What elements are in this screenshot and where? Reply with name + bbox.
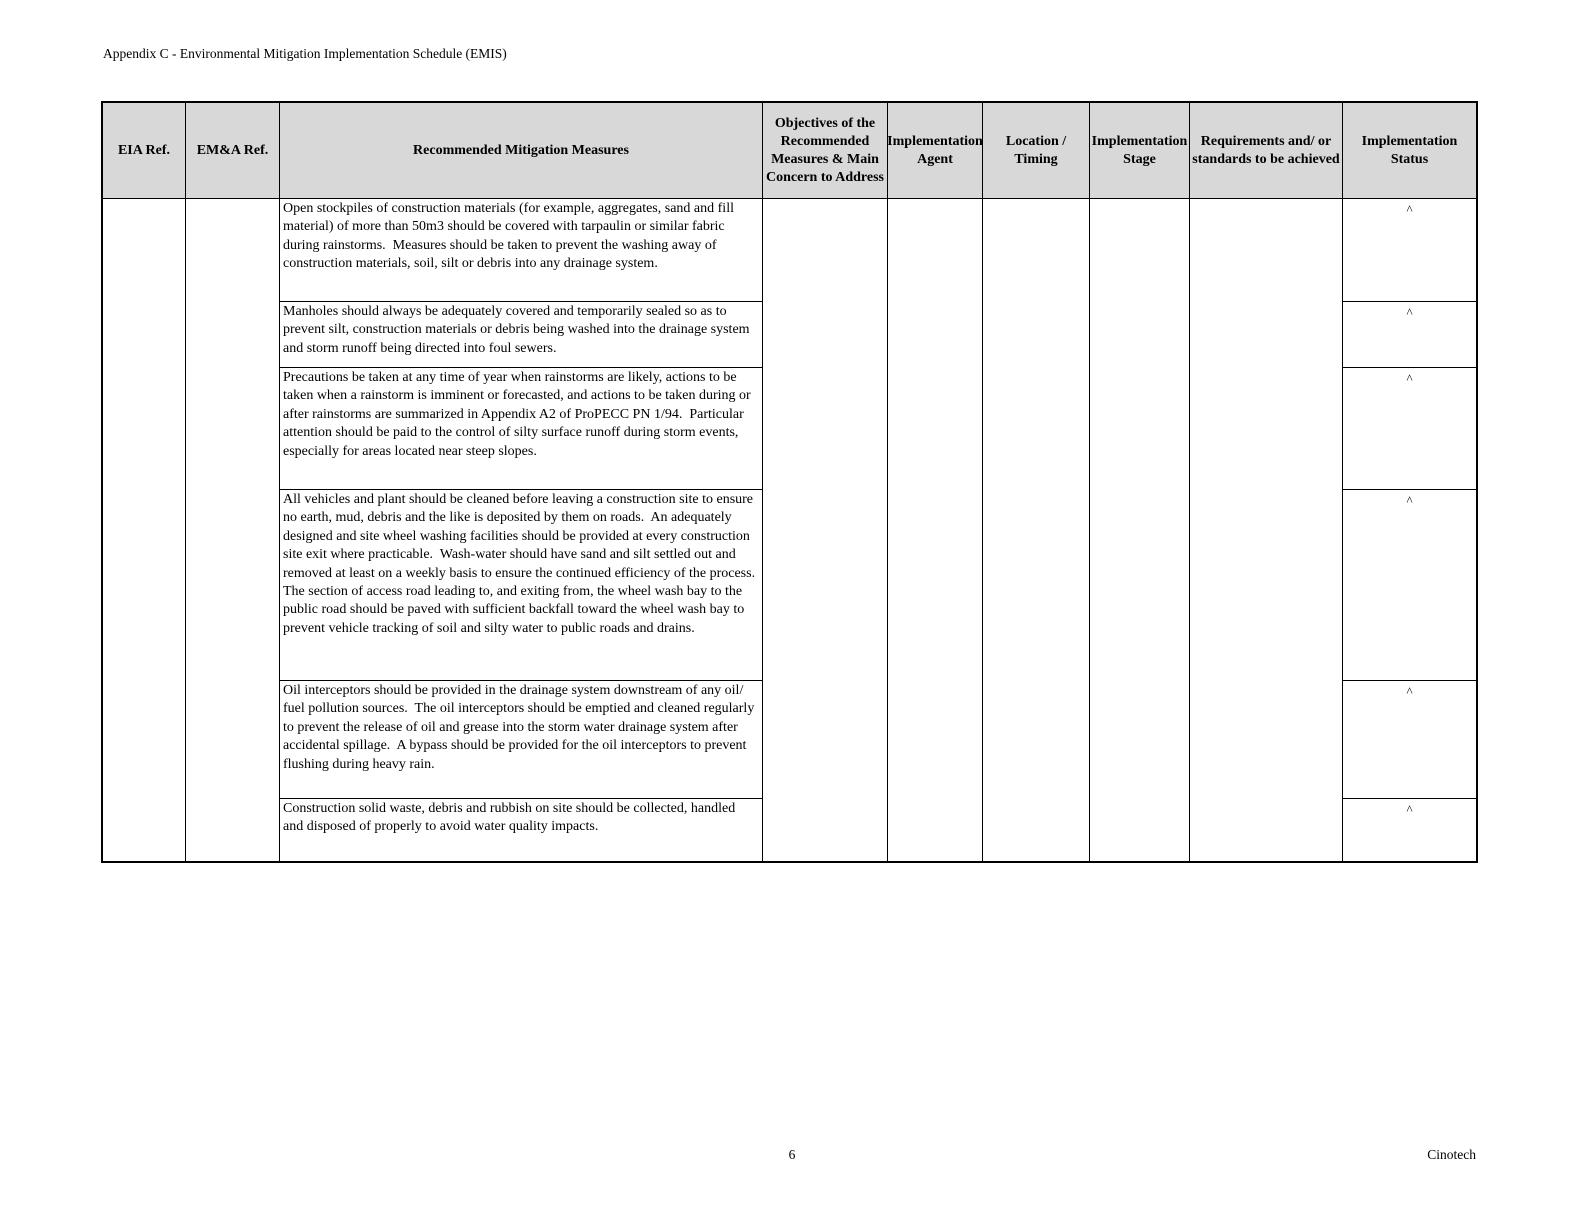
mitigation-measure-cell: All vehicles and plant should be cleaned before leaving a construction site to ensure no earth, mud, debris and the like is deposited by them on roads. An adequately designed and site wheel washing facilities should be provided at every construction site exit where practicable. Wash-water should have sand and silt settled out and removed at least on a weekly basis to ensure the continued efficiency of the process. The section of access road leading to, and exiting from, the wheel wash bay to the public road should be paved with sufficient backfall toward the wheel wash bay to prevent vehicle tracking of soil and silty water to public roads and drains. (280, 490, 763, 681)
column-header-objectives: Objectives of the Recommended Measures & Main Concern to Address (763, 103, 888, 199)
objectives-column-body (763, 199, 888, 861)
column-header-agent: Implementation Agent (888, 103, 983, 199)
company-name: Cinotech (1427, 1147, 1476, 1162)
implementation-status-cell: ^ (1343, 302, 1476, 368)
implementation-status-cell: ^ (1343, 368, 1476, 490)
mitigation-measure-cell: Manholes should always be adequately covered and temporarily sealed so as to prevent silt, construction materials or debris being washed into the drainage system and storm runoff being directed into foul sewers. (280, 302, 763, 368)
document-title: Appendix C - Environmental Mitigation Implementation Schedule (EMIS) (103, 46, 507, 61)
column-header-measures: Recommended Mitigation Measures (280, 103, 763, 199)
column-header-ema-ref: EM&A Ref. (186, 103, 280, 199)
implementation-status-cell: ^ (1343, 199, 1476, 302)
requirements-column-body (1190, 199, 1343, 861)
eia-ref-column-body (103, 199, 186, 861)
emis-table (101, 101, 1478, 863)
mitigation-measure-cell: Construction solid waste, debris and rubbish on site should be collected, handled and disposed of properly to avoid water quality impacts. (280, 799, 763, 861)
mitigation-measure-cell: Oil interceptors should be provided in the drainage system downstream of any oil/ fuel pollution sources. The oil interceptors should be emptied and cleaned regularly to prevent the release of oil and grease into the storm water drainage system after accidental spillage. A bypass should be provided for the oil interceptors to prevent flushing during heavy rain. (280, 681, 763, 799)
location-timing-column-body (983, 199, 1090, 861)
mitigation-measure-cell: Precautions be taken at any time of year when rainstorms are likely, actions to be taken when a rainstorm is imminent or forecasted, and actions to be taken during or after rainstorms are summarized in Appendix A2 of ProPECC PN 1/94. Particular attention should be paid to the control of silty surface runoff during storm events, especially for areas located near steep slopes. (280, 368, 763, 490)
agent-column-body (888, 199, 983, 861)
column-header-stage: Implementation Stage (1090, 103, 1190, 199)
column-header-requirements: Requirements and/ or standards to be achieved (1190, 103, 1343, 199)
mitigation-measure-cell: Open stockpiles of construction materials (for example, aggregates, sand and fill material) of more than 50m3 should be covered with tarpaulin or similar fabric during rainstorms. Measures should be taken to prevent the washing away of construction materials, soil, silt or debris into any drainage system. (280, 199, 763, 302)
stage-column-body (1090, 199, 1190, 861)
implementation-status-cell: ^ (1343, 490, 1476, 681)
implementation-status-cell: ^ (1406, 802, 1413, 817)
column-header-status: Implementation Status (1343, 103, 1476, 199)
column-header-eia-ref: EIA Ref. (103, 103, 186, 199)
ema-ref-column-body (186, 199, 280, 861)
column-header-location-timing: Location / Timing (983, 103, 1090, 199)
page-number: 6 (788, 1147, 796, 1162)
implementation-status-cell: ^ (1343, 681, 1476, 799)
